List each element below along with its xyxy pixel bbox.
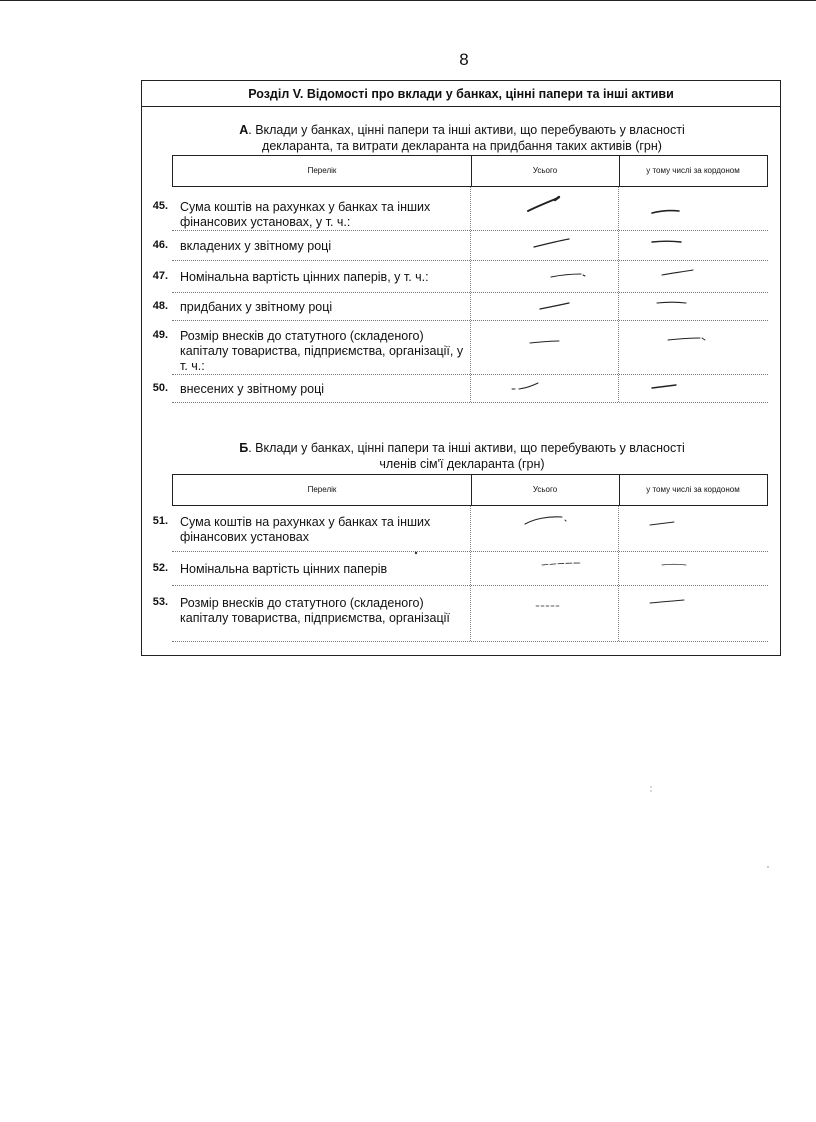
part-b-caption-line1: . Вклади у банках, цінні папери та інші активи, що перебувають у власності [248,441,685,455]
section-title: Розділ V. Відомості про вклади у банках, цінні папери та інші активи [142,81,780,107]
row-label: Номінальна вартість цінних паперів, у т. ч.: [180,270,429,284]
row-number: 45. [152,200,168,212]
part-a-letter: А [239,123,249,137]
row-label: Розмір внесків до статутного (складеного) капіталу товариства, підприємства, організації, у т. ч.: [180,329,464,373]
row-label: Сума коштів на рахунках у банках та інших фінансових установах [180,515,431,544]
header-total: Усього [471,475,620,505]
header-abroad: у тому числі за кордоном [646,166,740,175]
part-a-caption-line1: . Вклади у банках, цінні папери та інші активи, що перебувають у власності [248,123,685,137]
page-number: 8 [459,50,469,69]
row-number: 46. [152,239,168,251]
row-number: 52. [152,562,168,574]
part-b-letter: Б [239,441,249,455]
header-perelik: Перелік [173,475,472,505]
header-total: Усього [471,156,620,186]
row-number: 53. [152,596,168,608]
row-number: 48. [152,300,168,312]
header-abroad: у тому числі за кордоном [646,485,740,494]
row-label: вкладених у звітному році [180,239,332,253]
row-label: придбаних у звітному році [180,300,333,314]
row-number: 47. [152,270,168,282]
header-perelik: Перелік [173,156,472,186]
part-a-caption-line2: декларанта, та витрати декларанта на придбання таких активів (грн) [262,139,662,153]
row-number: 49. [152,329,168,341]
row-label: Номінальна вартість цінних паперів [180,562,388,576]
row-label: внесених у звітному році [180,382,325,396]
part-b-caption-line2: членів сім'ї декларанта (грн) [379,457,545,471]
row-label: Сума коштів на рахунках у банках та інших фінансових установах, у т. ч.: [180,200,431,229]
row-label: Розмір внесків до статутного (складеного) капіталу товариства, підприємства, організації [180,596,450,625]
row-number: 51. [152,515,168,527]
row-number: 50. [152,382,168,394]
